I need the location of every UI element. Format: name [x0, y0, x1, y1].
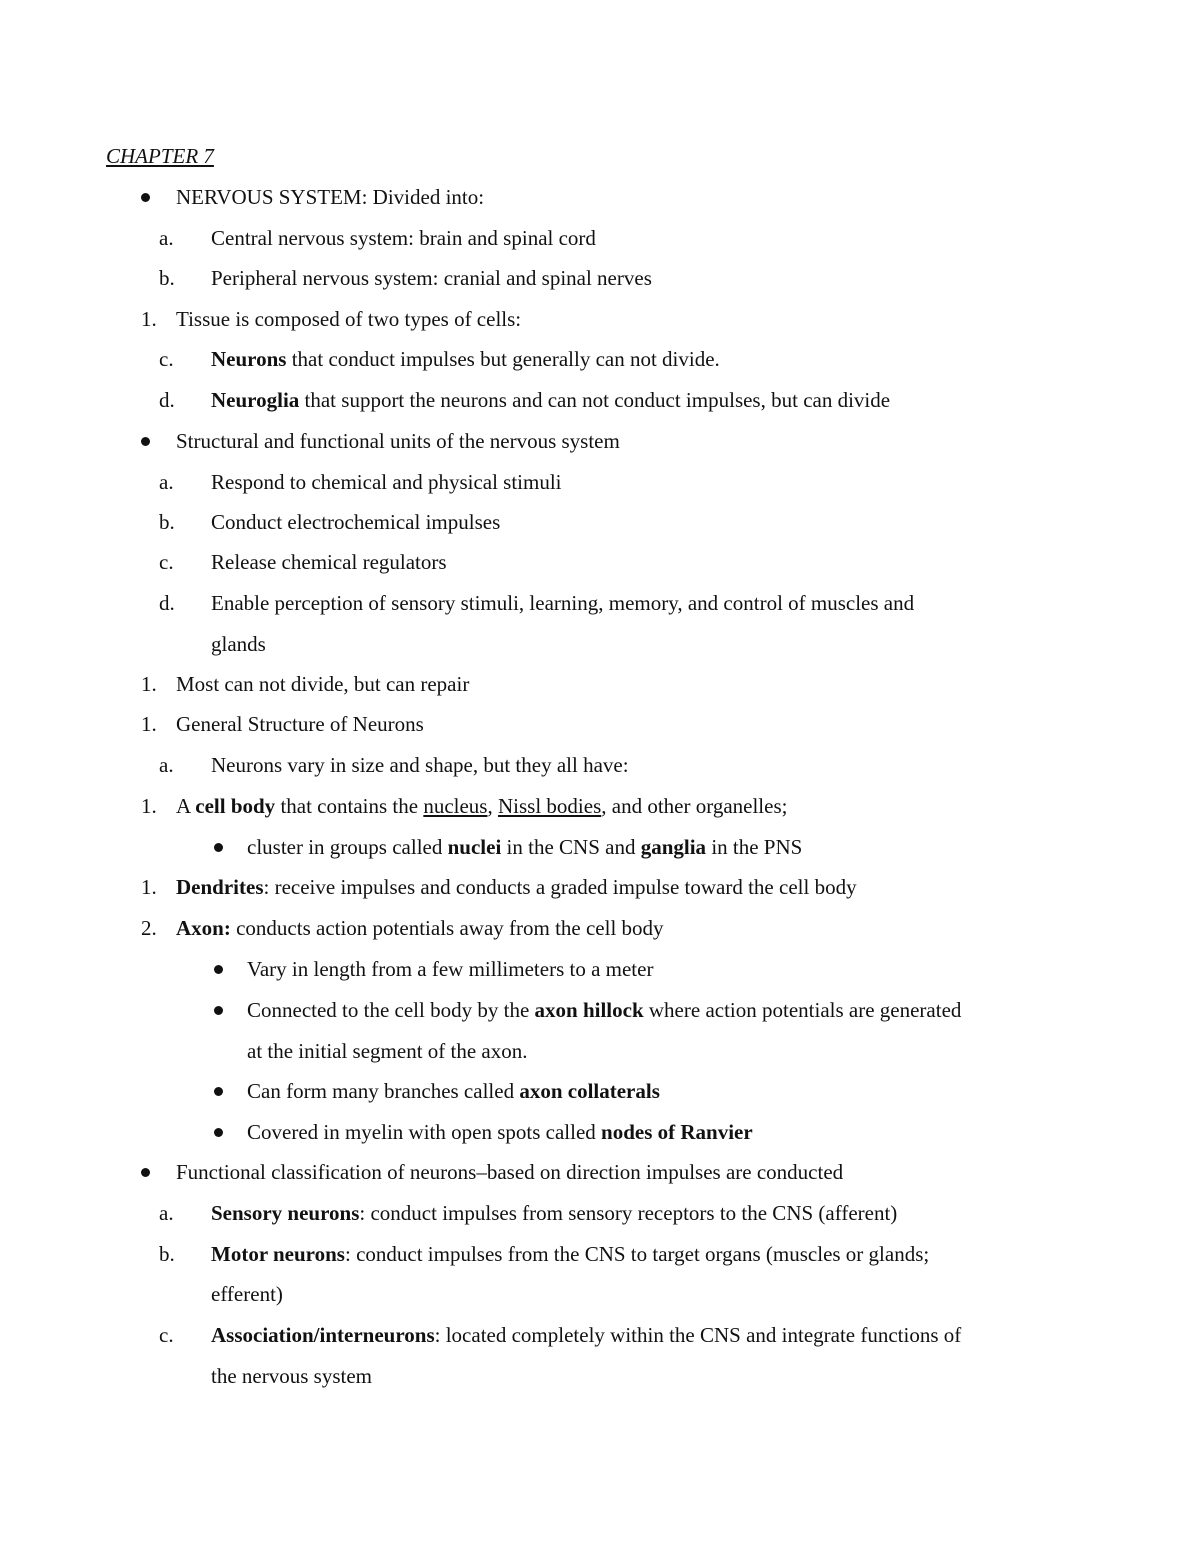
continuation-text: glands: [211, 632, 266, 656]
list-item-text: General Structure of Neurons: [176, 712, 424, 736]
list-marker: a.: [159, 753, 174, 777]
list-item: [0, 1199, 1200, 1227]
bold-term: Axon:: [176, 916, 231, 940]
list-marker: a.: [159, 226, 174, 250]
list-item: [0, 468, 1200, 496]
list-item-text: Most can not divide, but can repair: [176, 672, 470, 696]
list-item: [0, 1158, 1200, 1186]
bold-term: cell body: [195, 794, 276, 818]
list-marker: b.: [159, 266, 175, 290]
list-item-text: Neurons vary in size and shape, but they all have:: [211, 753, 629, 777]
list-item-text: [211, 386, 890, 414]
list-item: [0, 386, 1200, 414]
list-item-text: Tissue is composed of two types of cells:: [176, 307, 522, 331]
item-pre: cluster in groups called: [247, 835, 448, 859]
list-item: [0, 873, 1200, 901]
underlined-term: nucleus: [423, 794, 488, 818]
bold-term: ganglia: [640, 835, 707, 859]
bold-term: nuclei: [447, 835, 502, 859]
list-item-text: [211, 345, 720, 373]
list-item-text: [247, 1077, 660, 1105]
list-item: [0, 1118, 1200, 1146]
item-mid: in the CNS and: [501, 835, 641, 859]
list-item: [0, 264, 1200, 292]
list-item: [0, 1077, 1200, 1105]
list-item-text: [211, 1321, 961, 1349]
list-item-text: Structural and functional units of the nervous system: [176, 429, 620, 453]
list-item-continuation: [0, 1362, 1200, 1390]
chapter-heading: CHAPTER 7: [106, 144, 214, 168]
item-pre: A: [176, 794, 196, 818]
list-item-text: Release chemical regulators: [211, 550, 447, 574]
item-rest: : conduct impulses from the CNS to target organs (muscles or glands;: [344, 1242, 930, 1266]
list-marker: d.: [159, 388, 175, 412]
list-marker: c.: [159, 1323, 174, 1347]
item-rest: where action potentials are generated: [643, 998, 962, 1022]
item-mid: that contains the: [275, 794, 424, 818]
list-item: [0, 1240, 1200, 1268]
list-item-text: NERVOUS SYSTEM: Divided into:: [176, 185, 485, 209]
bold-term: nodes of Ranvier: [601, 1120, 753, 1144]
list-marker: 1.: [141, 794, 157, 818]
bullet-icon: [214, 1128, 223, 1137]
list-item: [0, 751, 1200, 779]
item-pre: Connected to the cell body by the: [247, 998, 535, 1022]
bold-term: axon hillock: [534, 998, 644, 1022]
list-item-text: [176, 792, 787, 820]
continuation-text: the nervous system: [211, 1364, 372, 1388]
bold-term: axon collaterals: [519, 1079, 660, 1103]
bullet-icon: [214, 843, 223, 852]
list-marker: a.: [159, 1201, 174, 1225]
list-item-continuation: [0, 630, 1200, 658]
list-marker: c.: [159, 550, 174, 574]
list-item-text: [247, 1118, 753, 1146]
bold-term: Dendrites: [176, 875, 264, 899]
item-rest: : receive impulses and conducts a graded impulse toward the cell body: [263, 875, 857, 899]
continuation-text: at the initial segment of the axon.: [247, 1039, 528, 1063]
bullet-icon: [141, 437, 150, 446]
bold-term: Neuroglia: [211, 388, 300, 412]
bullet-icon: [141, 1168, 150, 1177]
item-pre: Can form many branches called: [247, 1079, 520, 1103]
bold-term: Neurons: [211, 347, 287, 371]
bold-term: Motor neurons: [211, 1242, 345, 1266]
list-item: [0, 427, 1200, 455]
list-item: [0, 1321, 1200, 1349]
list-item: [0, 183, 1200, 211]
item-comma: ,: [487, 794, 498, 818]
list-item-text: [176, 914, 664, 942]
item-rest: in the PNS: [706, 835, 803, 859]
list-marker: 2.: [141, 916, 157, 940]
list-item: [0, 914, 1200, 942]
list-item: [0, 996, 1200, 1024]
list-item: [0, 589, 1200, 617]
list-item: [0, 508, 1200, 536]
list-marker: 1.: [141, 672, 157, 696]
list-item-continuation: [0, 1037, 1200, 1065]
list-item: [0, 670, 1200, 698]
item-rest: : located completely within the CNS and integrate functions of: [434, 1323, 962, 1347]
bold-term: Sensory neurons: [211, 1201, 360, 1225]
list-item-text: Central nervous system: brain and spinal cord: [211, 226, 596, 250]
list-item-text: Peripheral nervous system: cranial and spinal nerves: [211, 266, 652, 290]
item-rest: , and other organelles;: [601, 794, 788, 818]
list-item-text: Conduct electrochemical impulses: [211, 510, 501, 534]
list-item: [0, 548, 1200, 576]
item-rest: that conduct impulses but generally can not divide.: [286, 347, 720, 371]
list-marker: b.: [159, 1242, 175, 1266]
list-item-text: [176, 873, 857, 901]
list-item-text: Enable perception of sensory stimuli, learning, memory, and control of muscles and: [211, 591, 915, 615]
list-item: [0, 710, 1200, 738]
list-marker: 1.: [141, 712, 157, 736]
list-marker: a.: [159, 470, 174, 494]
list-marker: 1.: [141, 875, 157, 899]
list-item: [0, 345, 1200, 373]
list-item-text: Vary in length from a few millimeters to a meter: [247, 957, 654, 981]
bold-term: Association/interneurons: [211, 1323, 435, 1347]
item-pre: Covered in myelin with open spots called: [247, 1120, 602, 1144]
bullet-icon: [214, 1006, 223, 1015]
list-item: [0, 224, 1200, 252]
list-item-text: [247, 833, 802, 861]
list-item-text: [211, 1240, 929, 1268]
list-marker: 1.: [141, 307, 157, 331]
item-rest: that support the neurons and can not conduct impulses, but can divide: [299, 388, 891, 412]
list-item-text: Functional classification of neurons–based on direction impulses are conducted: [176, 1160, 844, 1184]
list-marker: c.: [159, 347, 174, 371]
list-item: [0, 833, 1200, 861]
list-item: [0, 305, 1200, 333]
underlined-term: Nissl bodies: [497, 794, 602, 818]
bullet-icon: [214, 1087, 223, 1096]
item-rest: conducts action potentials away from the cell body: [230, 916, 664, 940]
list-marker: d.: [159, 591, 175, 615]
continuation-text: efferent): [211, 1282, 283, 1306]
list-item: [0, 792, 1200, 820]
item-rest: : conduct impulses from sensory receptors to the CNS (afferent): [359, 1201, 898, 1225]
bullet-icon: [214, 965, 223, 974]
list-item-continuation: [0, 1280, 1200, 1308]
bullet-icon: [141, 193, 150, 202]
list-item-text: Respond to chemical and physical stimuli: [211, 470, 562, 494]
list-marker: b.: [159, 510, 175, 534]
list-item-text: [211, 1199, 897, 1227]
list-item: [0, 955, 1200, 983]
list-item-text: [247, 996, 961, 1024]
